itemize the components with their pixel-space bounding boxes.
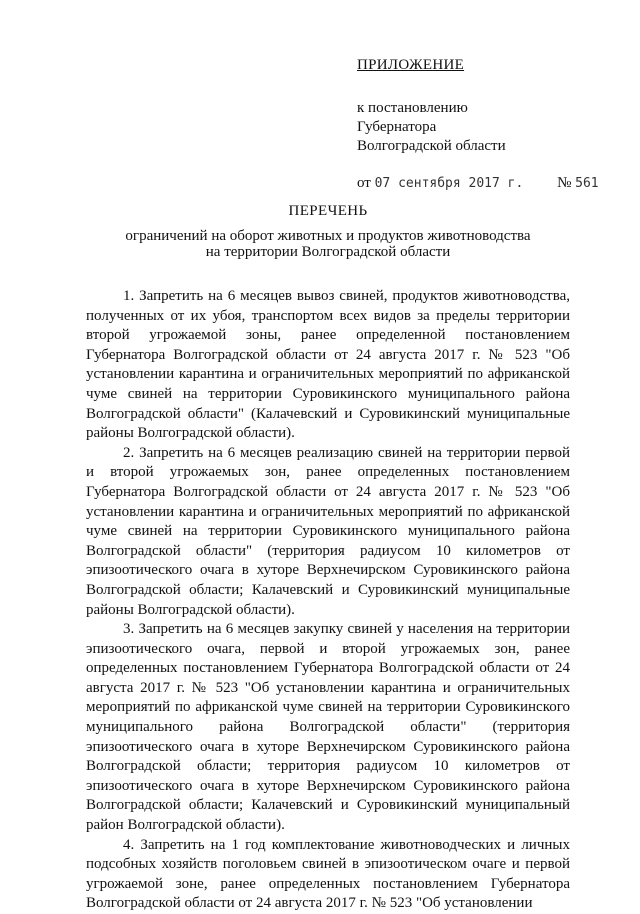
appendix-line-3: Волгоградской области (357, 138, 506, 154)
document-title (86, 203, 570, 260)
title-subtitle-2: на территории Волгоградской области (205, 244, 451, 260)
appendix-line-2: Губернатора (357, 119, 437, 135)
paragraph-3: 3. Запретить на 6 месяцев закупку свиней у населения на территории эпизоотического очага, первой и второй угрожаемых зон, ранее определенных постановлением Губернатора Волгоградской области от 24 августа 2017 г. № 523 "Об установлении карантина и ограничительных мероприятий по африканской чуме свиней на территории Суровикинского муниципального района Волгоградской области" (территория эпизоотического очага в хуторе Верхнечирском Суровикинского района Волгоградской области; территория радиусом 10 километров от эпизоотического очага в хуторе Верхнечирском Суровикинского района Волгоградской области; Калачевский и Суровикинский муниципальный район Волгоградской области). (86, 621, 570, 834)
paragraph-4: 4. Запретить на 1 год комплектование животноводческих и личных подсобных хозяйств поголовьем свиней в эпизоотическом очаге и первой угрожаемой зоне, ранее определенных постановлением Губернатора Волгоградской области от 24 августа 2017 г. № 523 "Об установлении (86, 836, 570, 912)
number-value: 561 (575, 176, 599, 191)
appendix-line-1: к постановлению (357, 100, 468, 116)
paragraph-1: 1. Запретить на 6 месяцев вывоз свиней, продуктов животноводства, полученных от их убоя, транспортом всех видов за пределы территории второй угрожаемой зоны, ранее определенной постановлением Губернатора Волгоградской области от 24 августа 2017 г. № 523 "Об установлении карантина и ограничительных мероприятий по африканской чуме свиней на территории Суровикинского муниципального района Волгоградской области" (Калачевский и Суровикинский муниципальные районы Волгоградской области). (86, 288, 570, 442)
appendix-heading: ПРИЛОЖЕНИЕ (357, 57, 465, 73)
number-label: № (557, 175, 572, 191)
document-body (86, 287, 570, 914)
paragraph-2: 2. Запретить на 6 месяцев реализацию свиней на территории первой и второй угрожаемых зон, ранее определенных постановлением Губернатора Волгоградской области от 24 августа 2017 г. № 523 "Об установлении карантина и ограничительных мероприятий по африканской чуме свиней на территории Суровикинского муниципального района Волгоградской области" (территория радиусом 10 километров от эпизоотического очага в хуторе Верхнечирском Суровикинского района Волгоградской области; Калачевский и Суровикинский муниципальные районы Волгоградской области). (86, 444, 570, 618)
title-subtitle-1: ограничений на оборот животных и продуктов животноводства (125, 228, 531, 244)
title-main: ПЕРЕЧЕНЬ (288, 203, 368, 219)
date-prefix: от (357, 175, 371, 191)
appendix-date-row (357, 174, 599, 193)
appendix-block (357, 56, 599, 193)
date-value: 07 сентября 2017 г. (374, 176, 524, 191)
